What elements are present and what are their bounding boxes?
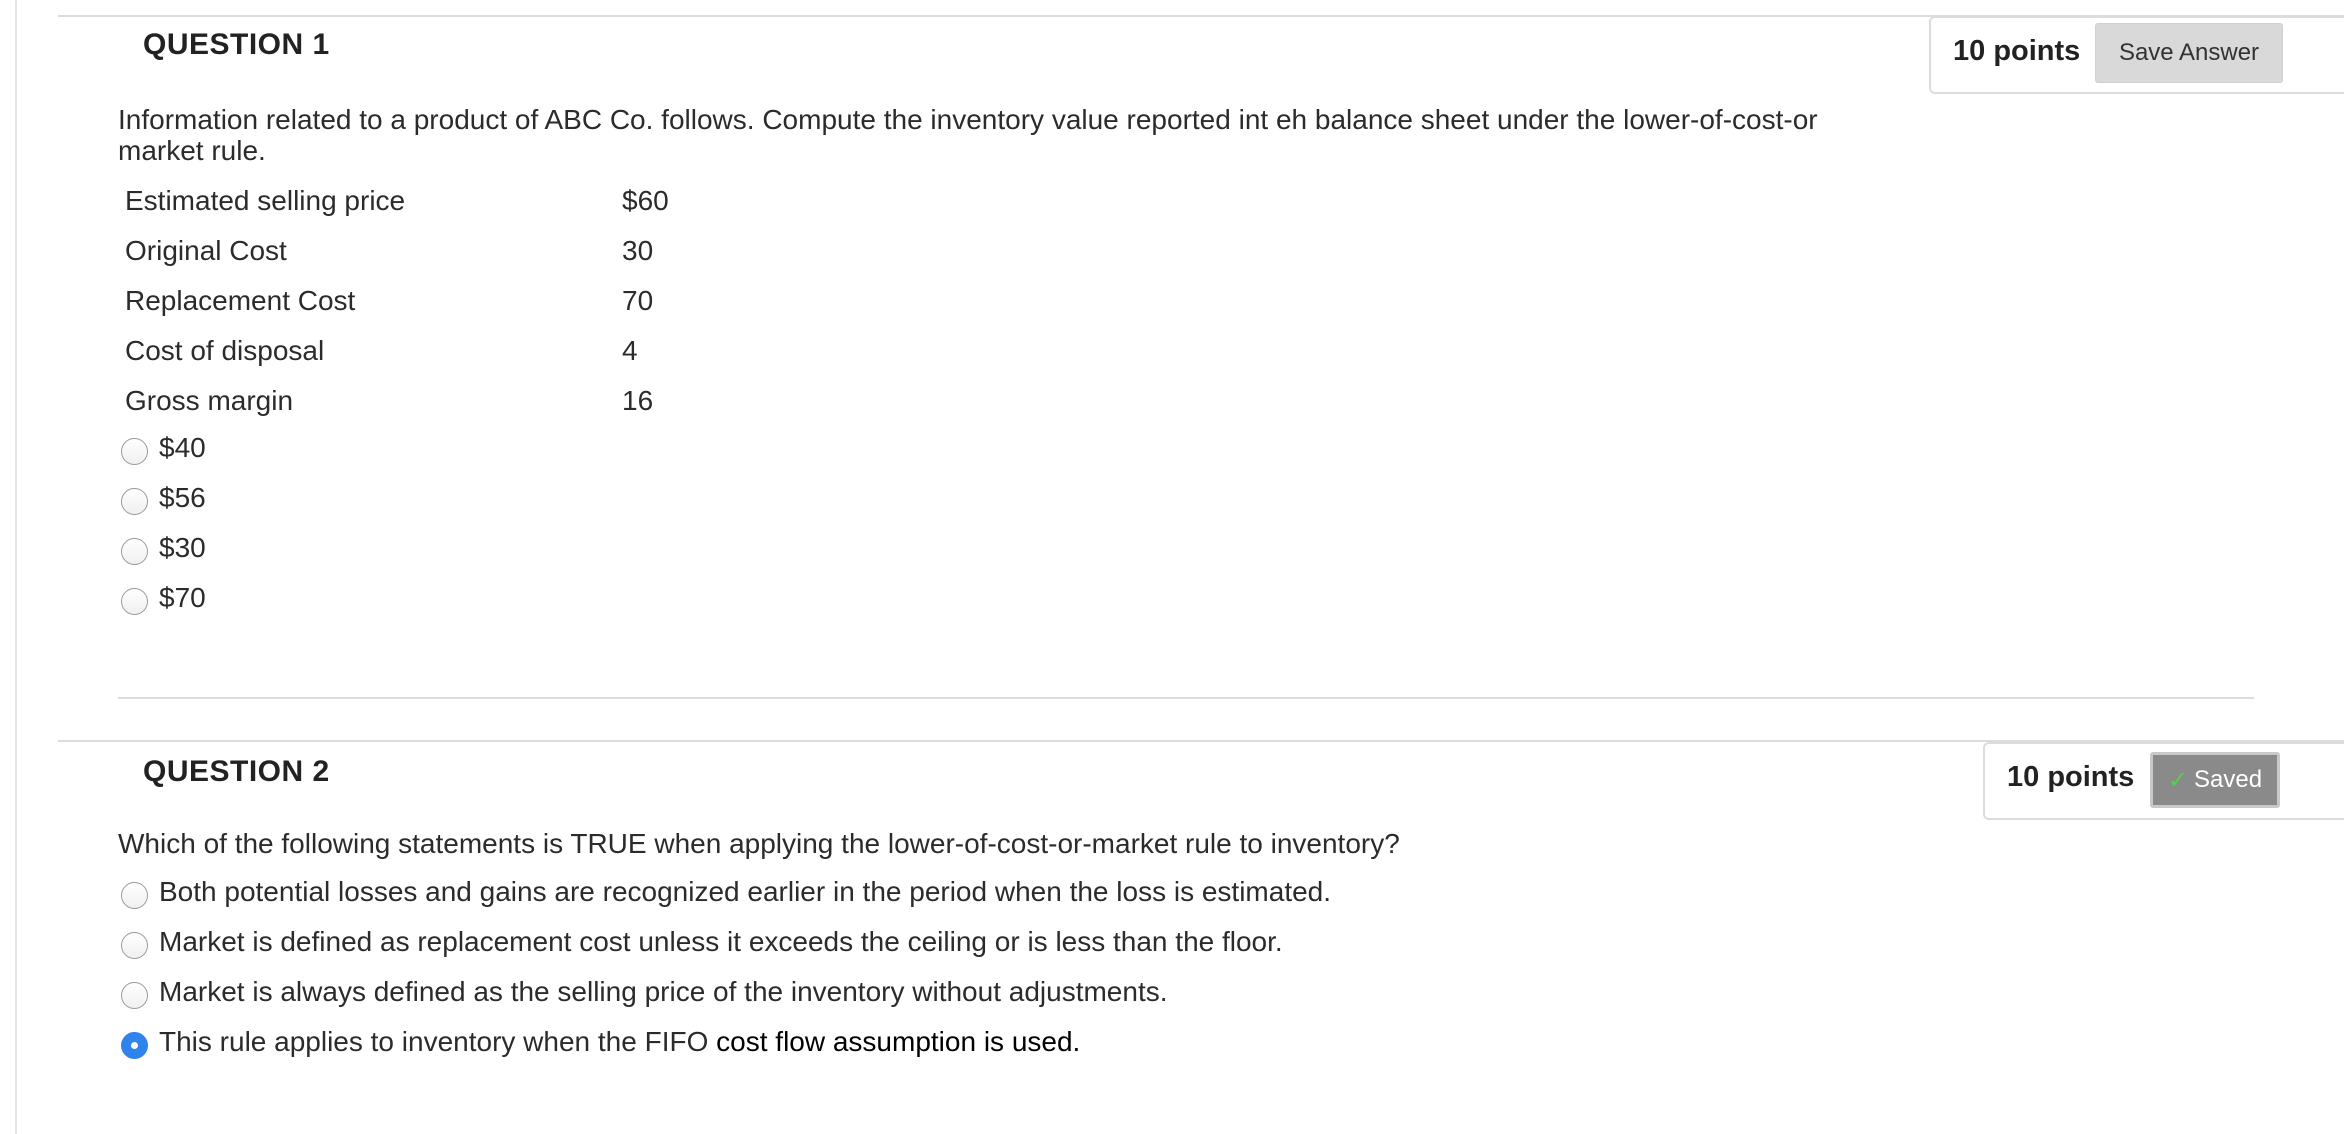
question-2-choice-4[interactable] <box>121 1022 1080 1062</box>
question-2-points: 10 points <box>2007 761 2135 793</box>
saved-label: Saved <box>2194 766 2263 793</box>
question-2-choice-1[interactable] <box>121 872 1331 912</box>
question-2-title: QUESTION 2 <box>143 755 330 788</box>
question-1-choice-4[interactable] <box>121 578 206 618</box>
question-1-points-panel <box>1929 16 2344 94</box>
choice-label: $70 <box>159 582 206 613</box>
radio-button[interactable] <box>121 882 148 909</box>
question-1-choice-3[interactable] <box>121 528 206 568</box>
question-1-points: 10 points <box>1953 35 2081 67</box>
info-value: 4 <box>622 335 638 366</box>
radio-button[interactable] <box>121 932 148 959</box>
checkmark-icon: ✓ <box>2167 766 2189 794</box>
info-value: $60 <box>622 185 669 216</box>
info-label: Gross margin <box>125 385 294 416</box>
radio-button[interactable] <box>121 488 148 515</box>
choice-label-suffix: cost flow assumption is used. <box>716 1026 1081 1057</box>
question-2-choice-2[interactable] <box>121 922 1283 962</box>
radio-button-selected[interactable] <box>121 1032 148 1059</box>
info-label: Replacement Cost <box>125 285 356 316</box>
radio-dot-icon <box>131 1042 138 1049</box>
question-1-choice-2[interactable] <box>121 478 206 518</box>
info-value: 16 <box>622 385 654 416</box>
info-value: 30 <box>622 235 654 266</box>
question-1-choice-1[interactable] <box>121 428 206 468</box>
question-2-choice-3[interactable] <box>121 972 1168 1012</box>
info-value: 70 <box>622 285 654 316</box>
left-border <box>15 0 17 1134</box>
radio-button[interactable] <box>121 438 148 465</box>
info-label: Estimated selling price <box>125 185 406 216</box>
choice-label: $30 <box>159 532 206 563</box>
choice-label-prefix: This rule applies to inventory when the FIFO <box>159 1026 717 1057</box>
radio-button[interactable] <box>121 538 148 565</box>
question-2-prompt: Which of the following statements is TRUE when applying the lower-of-cost-or-market rule to inventory? <box>118 828 1400 859</box>
choice-label: Both potential losses and gains are recognized earlier in the period when the loss is estimated. <box>159 876 1332 907</box>
radio-button[interactable] <box>121 982 148 1009</box>
question-1-prompt: Information related to a product of ABC Co. follows. Compute the inventory value reported int eh balance sheet under the lower-of-cost-or market rule. <box>118 104 1818 166</box>
choice-label: Market is defined as replacement cost unless it exceeds the ceiling or is less than the floor. <box>159 926 1283 957</box>
choice-label <box>159 1026 1080 1058</box>
choice-label: $40 <box>159 432 206 463</box>
info-label: Cost of disposal <box>125 335 325 366</box>
question-1-title: QUESTION 1 <box>143 28 330 61</box>
choice-label: Market is always defined as the selling price of the inventory without adjustments. <box>159 976 1168 1007</box>
choice-label: $56 <box>159 482 206 513</box>
question-2-points-panel <box>1983 742 2344 820</box>
save-answer-button[interactable]: Save Answer <box>2095 23 2283 83</box>
info-label: Original Cost <box>125 235 287 266</box>
saved-status-button[interactable] <box>2150 752 2280 808</box>
radio-button[interactable] <box>121 588 148 615</box>
question-1-bottom-divider <box>118 697 2254 699</box>
